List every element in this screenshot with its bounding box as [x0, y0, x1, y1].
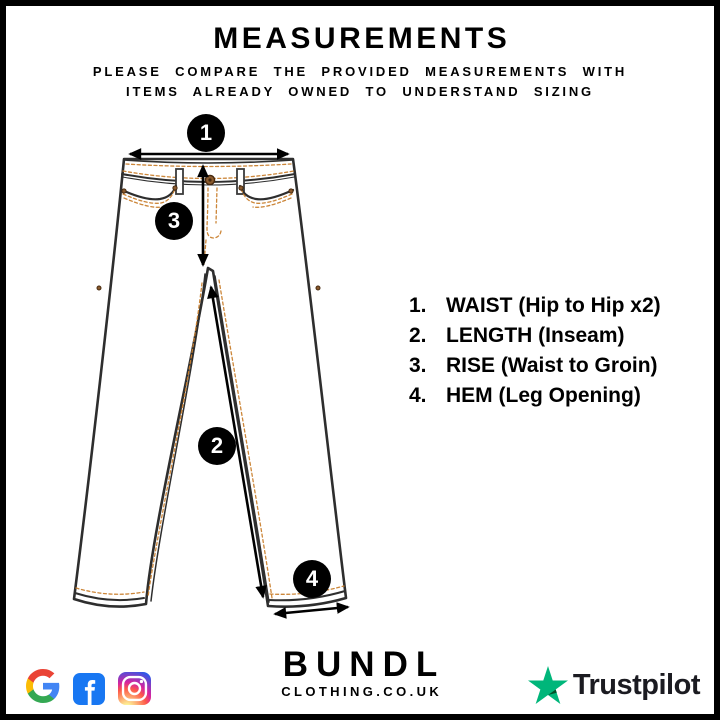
- legend-item-length: [409, 321, 661, 351]
- jeans-diagram: [56, 111, 396, 641]
- subtitle-line2: ITEMS ALREADY OWNED TO UNDERSTAND SIZING: [126, 84, 594, 99]
- legend-label: WAIST (Hip to Hip x2): [446, 294, 661, 317]
- marker-waist: 1: [187, 114, 225, 152]
- brand-domain: CLOTHING.CO.UK: [281, 684, 443, 699]
- marker-length: 2: [198, 427, 236, 465]
- jeans-outline: [74, 159, 346, 607]
- legend-item-rise: [409, 351, 661, 381]
- belt-loop: [176, 169, 183, 194]
- legend-item-hem: [409, 381, 661, 411]
- subtitle-line1: PLEASE COMPARE THE PROVIDED MEASUREMENTS WITH: [92, 64, 628, 79]
- legend-label: LENGTH (Inseam): [446, 324, 625, 347]
- legend-label: RISE (Waist to Groin): [446, 354, 658, 377]
- trustpilot-label: Trustpilot: [572, 668, 700, 701]
- legend-item-waist: [409, 291, 661, 321]
- marker-rise: 3: [155, 202, 193, 240]
- hem-arrow: [275, 607, 348, 614]
- page-title: MEASUREMENTS: [213, 22, 511, 55]
- legend-number: 2.: [409, 324, 427, 347]
- brand-name: BUNDL: [282, 645, 446, 684]
- trustpilot-star-icon: [528, 666, 568, 704]
- header: [6, 22, 714, 102]
- legend-number: 4.: [409, 384, 427, 407]
- legend-number: 1.: [409, 294, 427, 317]
- jeans-illustration: [56, 111, 396, 641]
- trustpilot-logo[interactable]: [528, 666, 700, 704]
- measurement-legend: [409, 291, 661, 411]
- marker-hem: 4: [293, 560, 331, 598]
- legend-label: HEM (Leg Opening): [446, 384, 641, 407]
- legend-number: 3.: [409, 354, 427, 377]
